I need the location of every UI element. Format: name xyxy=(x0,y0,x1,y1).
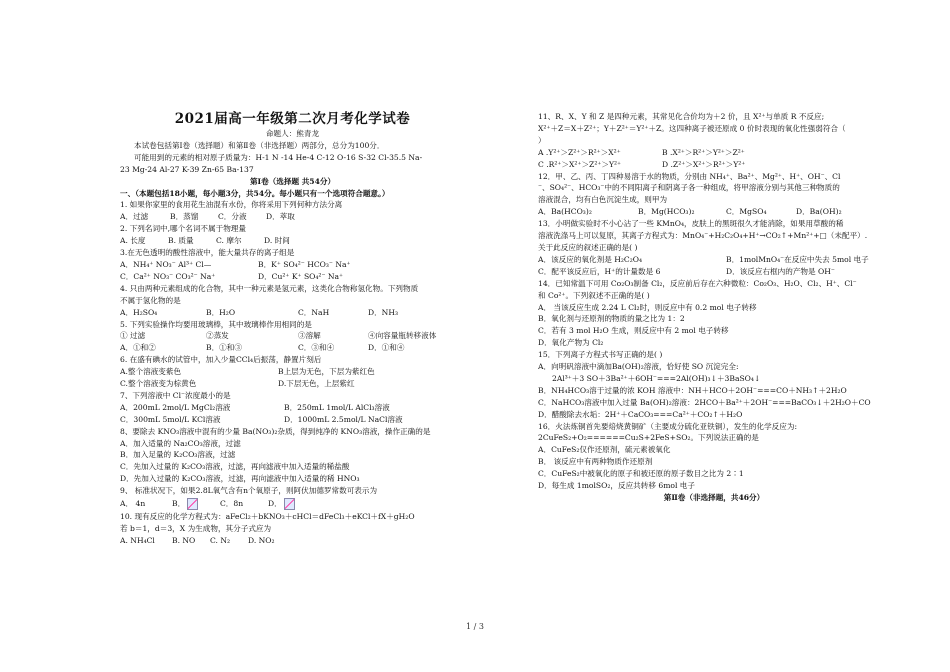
option: B．蒸馏 xyxy=(170,212,199,222)
question-11: 11、R、X、Y 和 Z 是四种元素，其常见化合价均为＋2 价，且 X²⁺与单质 R 不反应; xyxy=(538,112,825,121)
question-1: 1. 如果你家里的食用花生油混有水份，你将采用下列何种方法分离 xyxy=(120,200,343,210)
option: B．NH₄HCO₃溶于过量的浓 KOH 溶液中：NH＋HCO＋2OH⁻===CO＋NH₃↑＋2H₂O xyxy=(538,385,847,395)
option: C．Ca²⁺ NO₃⁻ CO₃²⁻ Na⁺ xyxy=(120,271,216,281)
q13-options-row1 xyxy=(538,254,890,266)
option: A .Y²⁺＞Z²⁺＞R²⁺＞X²⁺ xyxy=(538,147,621,157)
option: C．③和④ xyxy=(298,343,335,353)
option: D．氧化产物为 Cl₂ xyxy=(538,338,604,348)
question-11-cont: X²⁺＋Z＝X＋Z²⁺；Y＋Z²⁺＝Y²⁺＋Z。这四种离子被还原成 0 价时表现的氧化性强弱符合（ xyxy=(538,123,846,133)
q11-options-row1 xyxy=(538,147,890,159)
option: C．先加入过量的 K₂CO₃溶液，过滤，再向滤液中加入适量的稀盐酸 xyxy=(120,462,350,472)
option: D. 时间 xyxy=(264,236,290,246)
option: C．NaH xyxy=(298,307,330,317)
option: D．1000mL 2.5mol/L NaCl溶液 xyxy=(284,414,403,424)
option: C．分液 xyxy=(218,212,247,222)
q1-options xyxy=(120,211,465,223)
q5-options xyxy=(120,342,465,354)
option: A. 长度 xyxy=(120,236,146,246)
option: ④向容量瓶转移液体 xyxy=(368,331,437,341)
formula-image-icon xyxy=(187,498,198,510)
right-column xyxy=(538,111,890,504)
option: D．萃取 xyxy=(266,212,295,222)
option: A．Ba(HCO₃)₂ xyxy=(538,207,592,217)
option: A．向明矾溶液中滴加Ba(OH)₂溶液，恰好使 SO 沉淀完全: xyxy=(538,362,739,372)
option: A．加入适量的 Na₂CO₃溶液，过滤 xyxy=(120,438,241,448)
exam-intro-3: 23 Mg-24 Al-27 K-39 Zn-65 Ba-137 xyxy=(120,164,254,174)
option: A．过滤 xyxy=(120,212,149,222)
option: B上层为无色，下层为紫红色 xyxy=(278,367,375,377)
exam-author: 命题人：熊青龙 xyxy=(265,129,320,138)
option: ③溶解 xyxy=(298,331,321,341)
option: C．MgSO₄ xyxy=(726,207,767,217)
question-8: 8、要除去 KNO₃溶液中混有的少量 Ba(NO₃)₂杂质，得到纯净的 KNO₃溶液，操作正确的是 xyxy=(120,426,431,436)
option: B．加入足量的 K₂CO₃溶液，过滤 xyxy=(120,450,236,460)
question-13-cont2: 关于此反应的叙述正确的是( ) xyxy=(538,242,638,252)
q7-options-row2 xyxy=(120,414,465,426)
question-6: 6. 在盛有碘水的试管中，加入少量CCl₄后振荡，静置片刻后 xyxy=(120,355,322,365)
option: A． 当该反应生成 2.24 L Cl₂时，则反应中有 0.2 mol 电子转移 xyxy=(538,302,757,312)
option: C．若有 3 mol H₂O 生成，则反应中有 2 mol 电子转移 xyxy=(538,326,729,336)
option: C .R²⁺＞X²⁺＞Z²⁺＞Y²⁺ xyxy=(538,159,622,169)
question-10-cont: 若 b＝1，d＝3，X 为生成物，其分子式应为 xyxy=(120,524,272,533)
question-13: 13．小明做实验时不小心沾了一些 KMnO₄，皮肤上的黑斑很久才能消除，如果用草酸的稀 xyxy=(538,219,844,229)
left-column xyxy=(120,111,465,547)
question-9: 9、 标准状况下，如果2.8L氧气含有n个氧原子，则阿伏加德罗常数可表示为 xyxy=(120,486,378,496)
option: C．NaHCO₃溶液中加入过量 Ba(OH)₂溶液：2HCO＋Ba²⁺＋2OH⁻===BaCO₃↓＋2H₂O＋CO xyxy=(538,397,871,407)
question-3: 3.在无色透明的酸性溶液中，能大量共存的离子组是 xyxy=(120,248,295,258)
option: D．该反应右框内的产物是 OH⁻ xyxy=(726,266,835,276)
option: B .X²⁺＞R²⁺＞Y²⁺＞Z²⁺ xyxy=(662,147,745,157)
question-5: 5. 下列实验操作均要用玻璃棒，其中玻璃棒作用相同的是 xyxy=(120,319,312,329)
question-2: 2. 下列名词中,哪个名词不属于物理量 xyxy=(120,224,246,234)
option: B. 质量 xyxy=(168,236,194,246)
question-15: 15．下列离子方程式书写正确的是( ) xyxy=(538,350,663,360)
question-4: 4. 只由两种元素组成的化合物，其中一种元素是氢元素，这类化合物称氢化物。下列物质 xyxy=(120,283,419,293)
q2-options xyxy=(120,235,465,247)
option: C．CuFeS₂中被氧化的原子和被还原的原子数目之比为 2∶1 xyxy=(538,469,744,479)
option: A．NH₄⁺ NO₃⁻ Al³⁺ Cl— xyxy=(120,259,212,269)
option: C. N₂ xyxy=(210,535,231,545)
q13-options-row2 xyxy=(538,266,890,278)
option: ②蒸发 xyxy=(206,331,229,341)
q7-options-row1 xyxy=(120,402,465,414)
option: B．1molMnO₄⁻在反应中失去 5mol 电子 xyxy=(726,254,869,264)
option: C. 摩尔 xyxy=(216,236,242,246)
option: A. NH₄Cl xyxy=(120,535,155,545)
option: D．Cu²⁺ K⁺ SO₄²⁻ Na⁺ xyxy=(258,271,344,281)
question-7: 7、下列溶液中 Cl⁻浓度最小的是 xyxy=(120,390,231,400)
q3-options-row2 xyxy=(120,271,465,283)
question-14-cont: 和 Co²⁺。下列叙述不正确的是( ) xyxy=(538,290,650,300)
option: B．①和③ xyxy=(206,343,242,353)
option: A．H₂SO₄ xyxy=(120,307,158,317)
question-10: 10. 现有反应的化学方程式为：aFeCl₂＋bKNO₃＋cHCl＝dFeCl₃＋eKCl＋fX＋gH₂O xyxy=(120,512,415,522)
question-12-cont: ⁻、SO₄²⁻、HCO₃⁻中的不同阳离子和阴离子各一种组成，将甲溶液分别与其他三种物质的 xyxy=(538,183,840,193)
option: D．Ba(OH)₂ xyxy=(796,207,842,217)
option: D． xyxy=(268,499,282,509)
option: A． 4n xyxy=(120,499,146,509)
option: D．①和④ xyxy=(368,343,405,353)
q3-options-row1 xyxy=(120,259,465,271)
question-4-cont: 不属于氢化物的是 xyxy=(120,295,181,305)
option: B．250mL 1mol/L AlCl₃溶液 xyxy=(284,402,390,412)
question-13-cont: 溶液洗涤马上可以复原，其离子方程式为：MnO₄⁻+H₂C₂O₄+H⁺→CO₂↑+Mn²⁺+□（未配平）. xyxy=(538,231,868,241)
section1-heading: 一、（本题包括18小题，每小题3分，共54分。每小题只有一个选项符合题意。） xyxy=(120,188,390,198)
formula-image-icon xyxy=(284,498,295,510)
question-12-cont2: 溶液混合，均有白色沉淀生成，则甲为 xyxy=(538,195,668,205)
option: D．NH₃ xyxy=(368,307,398,317)
option: B． 该反应中有两种物质作还原剂 xyxy=(538,457,653,467)
exam-title: 2021届高一年级第二次月考化学试卷 xyxy=(174,111,411,127)
option: D.下层无色，上层紫红 xyxy=(278,379,355,389)
option: B．Mg(HCO₃)₂ xyxy=(638,207,695,217)
option: A．该反应的氧化剂是 H₂C₂O₄ xyxy=(538,254,643,264)
option: C．配平该反应后，H⁺的计量数是 6 xyxy=(538,266,661,276)
option-equation: 2Al³⁺＋3 SO＋3Ba²⁺＋6OH⁻===2Al(OH)₃↓＋3BaSO₄↓ xyxy=(552,373,761,383)
question-16-cont: 2CuFeS₂+O₂======Cu₂S+2FeS+SO₂。下列说法正确的是 xyxy=(538,433,759,443)
exam-intro-2: 可能用到的元素的相对原子质量为：H-1 N -14 He-4 C-12 O-16 S-32 Cl-35.5 Na- xyxy=(134,152,423,162)
option: B． xyxy=(172,499,186,509)
option: B. NO xyxy=(172,535,196,545)
q6-options-row1 xyxy=(120,366,465,378)
option: C．300mL 5mol/L KCl溶液 xyxy=(120,414,221,424)
page-number: 1 / 3 xyxy=(466,622,484,631)
option: A.整个溶液变紫色 xyxy=(120,367,182,377)
part1-title: 第Ⅰ卷（选择题 共54分） xyxy=(249,176,336,186)
option: B．K⁺ SO₄²⁻ HCO₃⁻ Na⁺ xyxy=(258,259,351,269)
q10-options xyxy=(120,535,465,547)
question-11-cont2: ） xyxy=(538,135,546,145)
option: A．①和② xyxy=(120,343,156,353)
option: D .Z²⁺＞X²⁺＞R²⁺＞Y²⁺ xyxy=(662,159,746,169)
q5-steps xyxy=(120,330,465,342)
question-14: 14．已知常温下可用 Co₂O₃制备 Cl₂，反应前后存在六种微粒：Co₂O₃、H₂O、Cl₂、H⁺、Cl⁻ xyxy=(538,278,857,288)
q12-options xyxy=(538,206,890,218)
question-16: 16．火法炼铜首先要焙烧黄铜矿（主要成分硫化亚铁铜），发生的化学反应为: xyxy=(538,421,798,431)
option: A．200mL 2mol/L MgCl₂溶液 xyxy=(120,402,231,412)
option: D．先加入过量的 K₂CO₃溶液，过滤，再向滤液中加入适量的稀 HNO₃ xyxy=(120,474,360,484)
option: D．每生成 1molSO₂，反应共转移 6mol 电子 xyxy=(538,481,695,491)
option: B．H₂O xyxy=(206,307,236,317)
option: ① 过滤 xyxy=(120,331,146,341)
q4-options xyxy=(120,307,465,319)
option: D．醋酸除去水垢：2H⁺＋CaCO₃===Ca²⁺＋CO₂↑＋H₂O xyxy=(538,409,743,419)
question-12: 12．甲、乙、丙、丁四种易溶于水的物质，分别由 NH₄⁺、Ba²⁺、Mg²⁺、H⁺、OH⁻、Cl xyxy=(538,171,841,181)
q11-options-row2 xyxy=(538,159,890,171)
option: D. NO₂ xyxy=(248,535,275,545)
option: A．CuFeS₂仅作还原剂，硫元素被氧化 xyxy=(538,445,671,455)
option: C.整个溶液变为棕黄色 xyxy=(120,379,197,389)
option: B．氧化剂与还原剂的物质的量之比为 1：2 xyxy=(538,314,685,324)
option: C．8n xyxy=(220,499,244,509)
exam-intro-1: 本试卷包括第Ⅰ卷（选择题）和第Ⅱ卷（非选择题）两部分，总分为100分． xyxy=(134,140,385,150)
part2-title: 第Ⅱ卷（非选择题，共46分） xyxy=(663,493,765,502)
q6-options-row2 xyxy=(120,378,465,390)
q9-options xyxy=(120,497,465,511)
